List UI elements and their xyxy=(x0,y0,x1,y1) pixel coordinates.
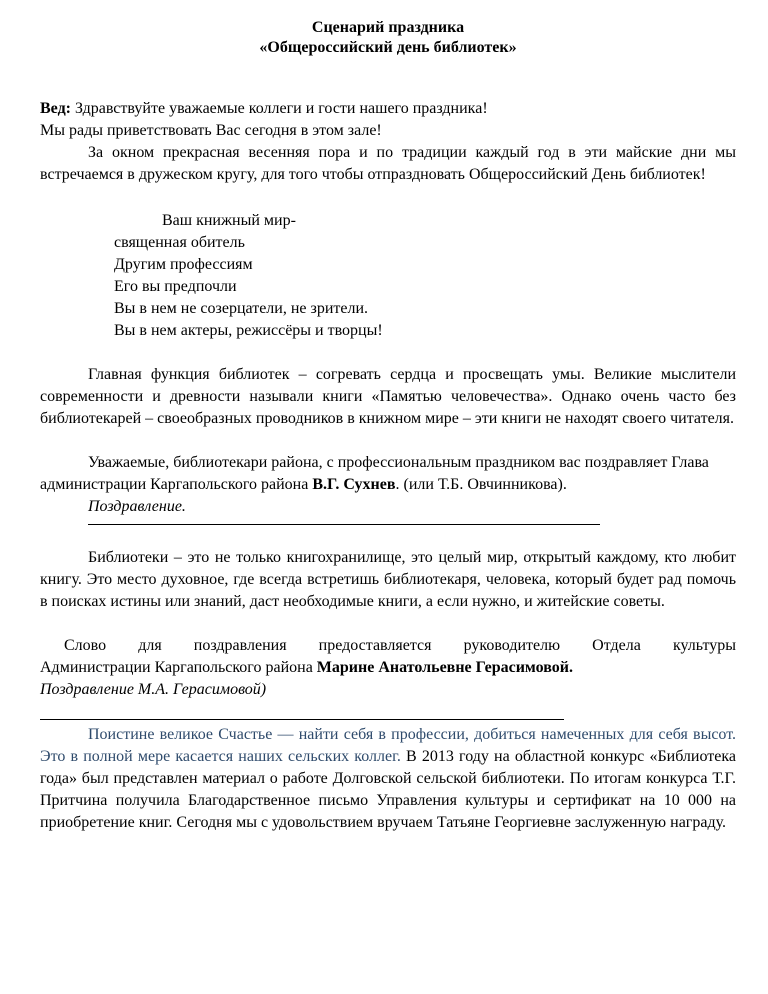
speaker-label: Вед: xyxy=(40,100,71,117)
greeting-text: Здравствуйте уважаемые коллеги и гости нашего праздника! xyxy=(70,100,488,117)
poem-line: Ваш книжный мир- xyxy=(162,212,296,229)
poem-line: священная обитель xyxy=(114,234,245,251)
head-greeting-note: Поздравление. xyxy=(88,498,186,515)
culture-greeting-note: Поздравление М.А. Герасимовой) xyxy=(40,681,267,698)
head-greeting-alt: . (или Т.Б. Овчинникова). xyxy=(395,476,567,493)
culture-greeting-line-1: Слово для поздравления предоставляется руководителю Отдела культуры xyxy=(64,637,736,654)
intro-welcome: Мы рады приветствовать Вас сегодня в этом зале! xyxy=(40,122,382,139)
poem-line: Вы в нем не созерцатели, не зрители. xyxy=(114,300,369,317)
final-highlight-text: Поистине великое Счастье — найти себя в профессии, добиться намеченных для себя высот. Это в полной мере касается наших сельских коллег. xyxy=(40,726,736,765)
document-title xyxy=(40,18,736,58)
poem-line: Другим профессиям xyxy=(114,256,253,273)
culture-head-name: Марине Анатольевне Герасимовой. xyxy=(316,659,573,676)
culture-greeting-text: Администрации Каргапольского района xyxy=(40,659,317,676)
poem-line: Вы в нем актеры, режиссёры и творцы! xyxy=(114,322,383,339)
intro-greeting xyxy=(40,98,736,120)
libraries-paragraph: Библиотеки – это не только книгохранилище, это целый мир, открытый каждому, кто любит книгу. Это место духовное, где всегда встретишь библиотекаря, человека, который будет рад помочь в поисках истины или знаний, даст необходимые книги, а если нужно, и житейские советы. xyxy=(40,549,736,610)
poem xyxy=(114,210,736,342)
poem-line: Его вы предпочли xyxy=(114,278,237,295)
divider-line xyxy=(40,719,564,720)
final-paragraph xyxy=(40,724,736,834)
head-greeting-paragraph xyxy=(40,452,736,496)
title-line-2: «Общероссийский день библиотек» xyxy=(259,39,517,56)
intro-season-paragraph: За окном прекрасная весенняя пора и по традиции каждый год в эти майские дни мы встречаемся в дружеском кругу, для того чтобы отпраздновать Общероссийский День библиотек! xyxy=(40,144,736,183)
head-greeting-text: Уважаемые, библиотекари района, с профессиональным праздником вас поздравляет Глава администрации Каргапольского района xyxy=(40,454,709,493)
final-rest-text: В 2013 году на областной конкурс «Библиотека года» был представлен материал о работе Долговской сельской библиотеки. По итогам конкурса Т.Г. Притчина получила Благодарственное письмо Управления культуры и сертификат на 10 000 на приобретение книг. Сегодня мы с удовольствием вручаем Татьяне Георгиевне заслуженную награду. xyxy=(40,748,736,831)
title-line-1: Сценарий праздника xyxy=(311,19,465,36)
head-name: В.Г. Сухнев xyxy=(312,476,396,493)
function-paragraph: Главная функция библиотек – согревать сердца и просвещать умы. Великие мыслители современности и древности называли книги «Памятью человечества». Однако очень часто без библиотекарей – своеобразных проводников в книжном мире – эти книги не находят своего читателя. xyxy=(40,366,736,427)
document-page xyxy=(40,18,736,834)
culture-greeting-line-2 xyxy=(40,657,736,679)
